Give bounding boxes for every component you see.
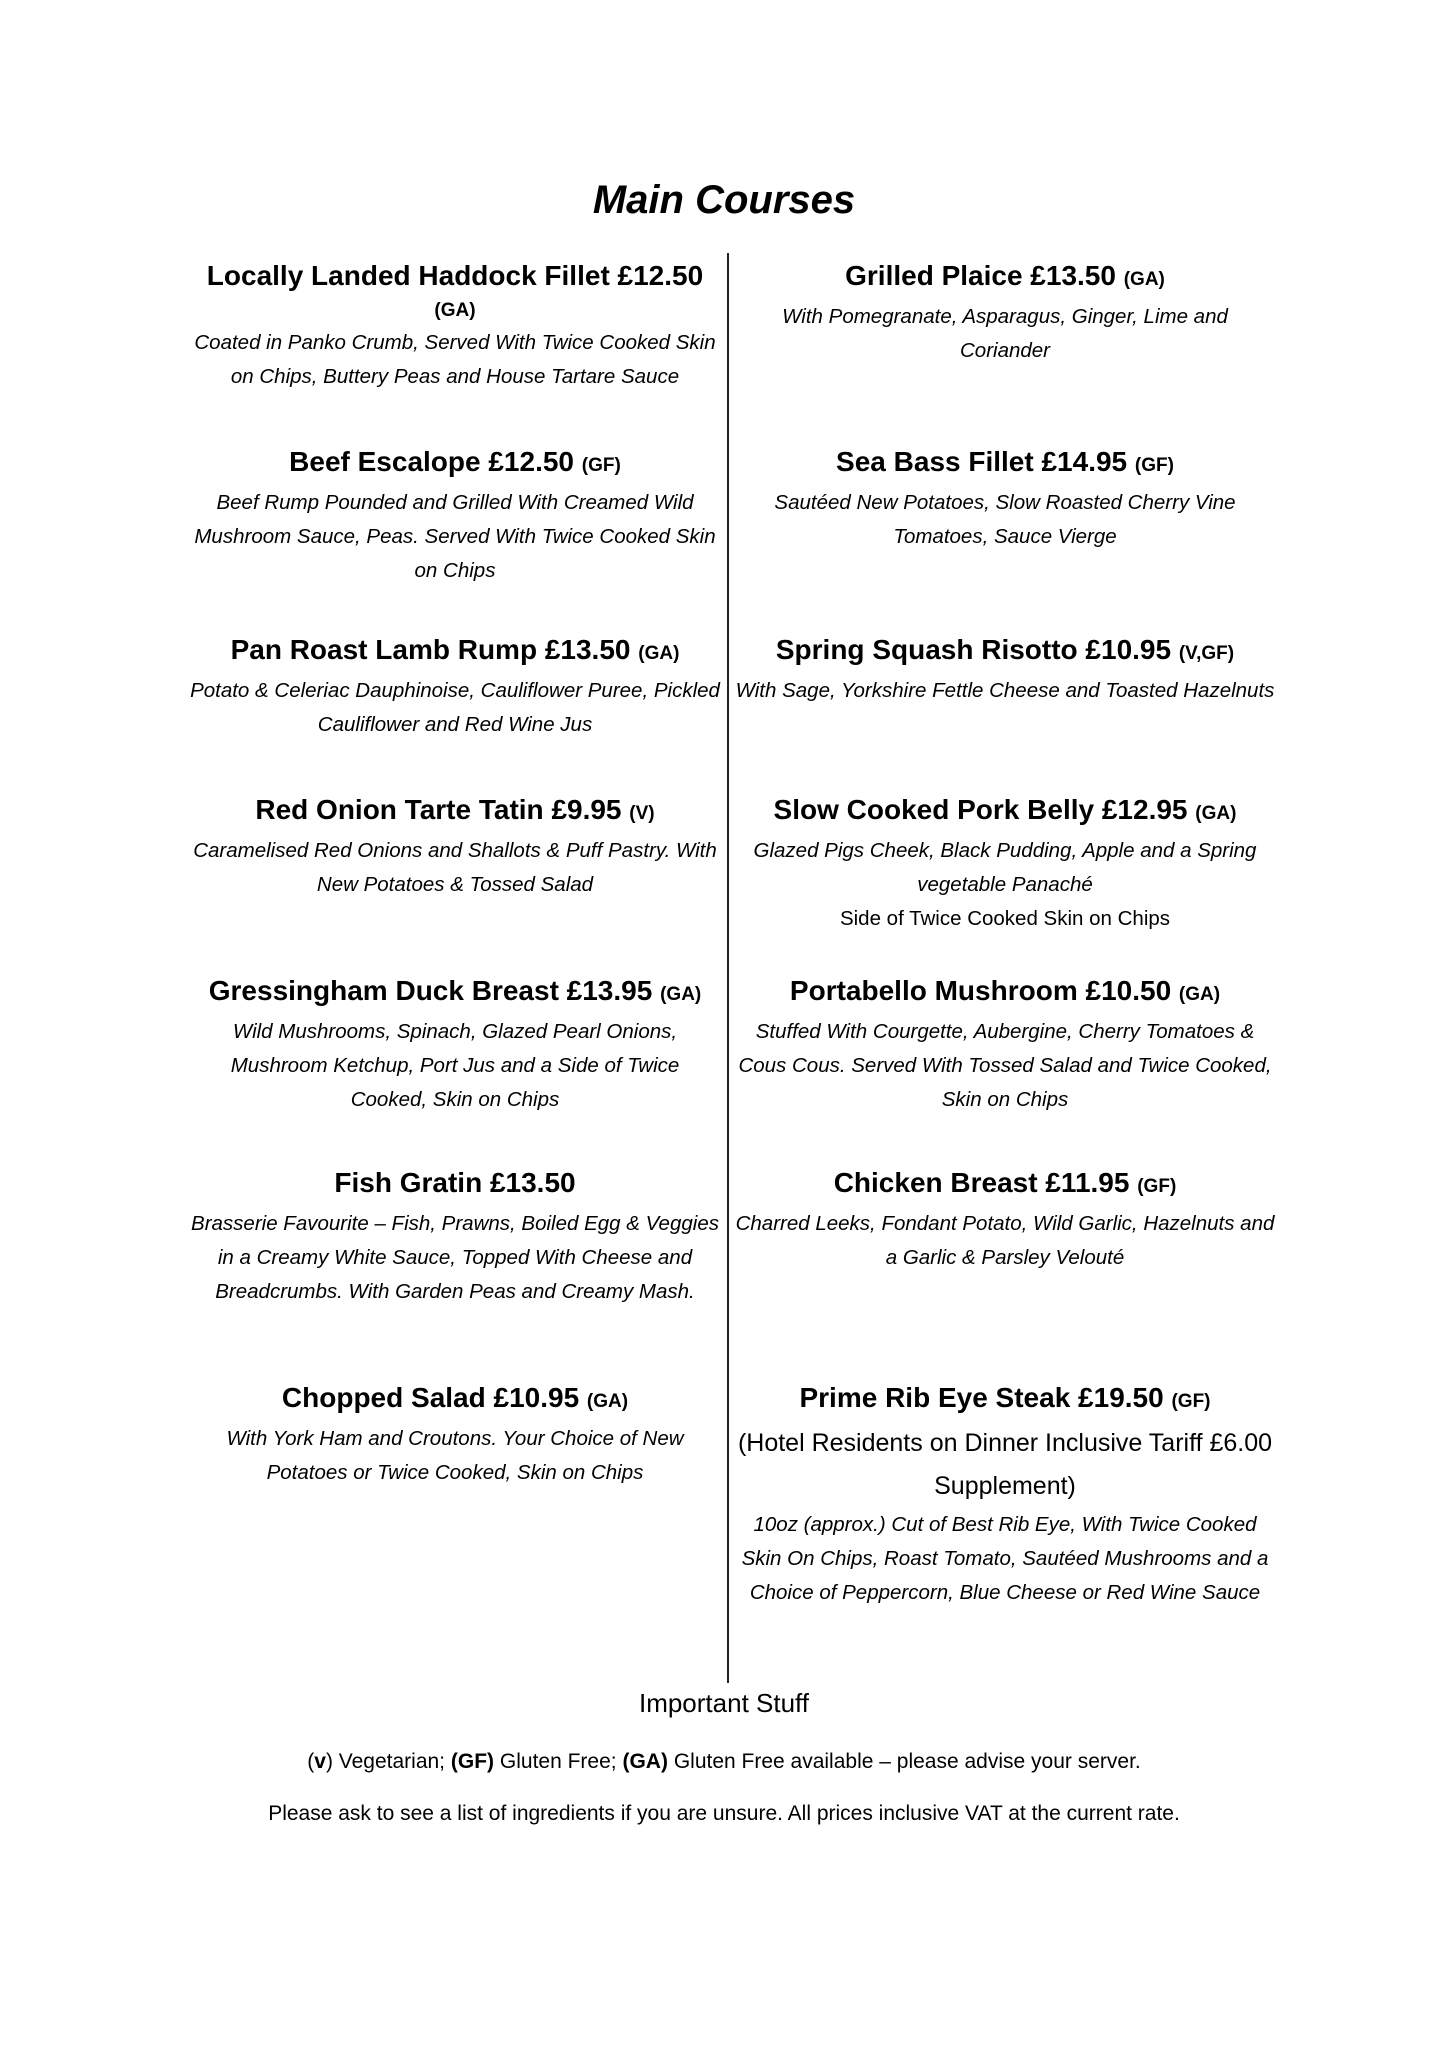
menu-item [735,442,1275,554]
dish-name: Pan Roast Lamb Rump £13.50 (GA) [230,634,680,665]
dietary-tag: (GA) [638,643,680,664]
dietary-tag: (GA) [1195,803,1237,824]
dish-name: Red Onion Tarte Tatin £9.95 (V) [255,794,655,825]
dish-name: Chopped Salad £10.95 (GA) [281,1382,629,1413]
menu-item [190,1378,720,1490]
column-divider [727,253,729,1683]
dish-name: Sea Bass Fillet £14.95 (GF) [836,446,1174,477]
menu-item [190,790,720,902]
dish-name: Locally Landed Haddock Fillet £12.50 [206,260,704,291]
dietary-tag: (GF) [1134,455,1174,476]
menu-item [190,1163,720,1309]
dietary-tag: (GA) [434,300,476,321]
dish-description: 10oz (approx.) Cut of Best Rib Eye, With Twice Cooked Skin On Chips, Roast Tomato, Sautéed Mushrooms and a Choice of Peppercorn, Blue Cheese or Red Wine Sauce [741,1513,1269,1604]
legend-code-v: v [314,1750,326,1773]
dish-description: Beef Rump Pounded and Grilled With Creamed Wild Mushroom Sauce, Peas. Served With Twice Cooked Skin on Chips [194,491,716,582]
dietary-tag: (V,GF) [1178,643,1235,664]
dietary-tag: (GA) [1178,984,1221,1005]
legend-text-ga: Gluten Free available – please advise your server. [673,1750,1141,1773]
dish-description: Coated in Panko Crumb, Served With Twice Cooked Skin on Chips, Buttery Peas and House Tartare Sauce [194,331,716,388]
dish-description: With York Ham and Croutons. Your Choice of New Potatoes or Twice Cooked, Skin on Chips [226,1427,684,1484]
dish-description: Stuffed With Courgette, Aubergine, Cherry Tomatoes & Cous Cous. Served With Tossed Salad and Twice Cooked, Skin on Chips [738,1020,1272,1111]
dish-name: Gressingham Duck Breast £13.95 (GA) [208,975,702,1006]
page-title: Main Courses [592,178,856,222]
dish-description: Brasserie Favourite – Fish, Prawns, Boiled Egg & Veggies in a Creamy White Sauce, Topped With Cheese and Breadcrumbs. With Garden Peas and Creamy Mash. [191,1212,719,1303]
menu-item [190,971,720,1117]
menu-item [735,971,1275,1117]
dietary-tag: (GF) [581,455,621,476]
dish-description: With Sage, Yorkshire Fettle Cheese and Toasted Hazelnuts [735,679,1275,702]
legend-text-gf: Gluten Free; [499,1750,617,1773]
menu-item [190,256,720,394]
dish-description: Glazed Pigs Cheek, Black Pudding, Apple and a Spring vegetable Panaché [753,839,1257,896]
menu-item [190,442,720,588]
legend-code-gf: GF [457,1750,488,1773]
menu-item [735,790,1275,936]
dish-name: Beef Escalope £12.50 (GF) [289,446,621,477]
dietary-tag: (GF) [1137,1176,1177,1197]
dish-description: Charred Leeks, Fondant Potato, Wild Garlic, Hazelnuts and a Garlic & Parsley Velouté [735,1212,1275,1269]
dish-description: Caramelised Red Onions and Shallots & Puff Pastry. With New Potatoes & Tossed Salad [193,839,717,896]
dish-name: Chicken Breast £11.95 (GF) [833,1167,1177,1198]
legend-text-v: Vegetarian; [338,1750,446,1773]
menu-item [190,630,720,742]
resident-supplement-note: (Hotel Residents on Dinner Inclusive Tariff £6.00 Supplement) [737,1429,1273,1500]
dietary-tag: (GA) [586,1391,629,1412]
legend-code-ga: GA [629,1750,661,1773]
menu-item [735,256,1275,368]
menu-item [735,1163,1275,1275]
dietary-tag: (GA) [660,984,702,1005]
dish-side-note: Side of Twice Cooked Skin on Chips [839,907,1171,930]
dish-name: Grilled Plaice £13.50 (GA) [845,260,1165,291]
dietary-tag: (V) [629,803,655,824]
dish-name: Prime Rib Eye Steak £19.50 (GF) [799,1382,1211,1413]
ingredients-vat-note: Please ask to see a list of ingredients if you are unsure. All prices inclusive VAT at the current rate. [268,1802,1180,1825]
menu-item [735,630,1275,708]
dish-description: Sautéed New Potatoes, Slow Roasted Cherry Vine Tomatoes, Sauce Vierge [774,491,1236,548]
menu-item [735,1378,1275,1610]
dish-description: With Pomegranate, Asparagus, Ginger, Lime and Coriander [782,305,1228,362]
important-stuff-heading: Important Stuff [638,1688,810,1718]
dietary-tag: (GF) [1171,1391,1211,1412]
dish-name: Portabello Mushroom £10.50 (GA) [789,975,1221,1006]
dish-name: Fish Gratin £13.50 [334,1167,576,1198]
dish-description: Potato & Celeriac Dauphinoise, Cauliflower Puree, Pickled Cauliflower and Red Wine Jus [190,679,720,736]
dish-name: Slow Cooked Pork Belly £12.95 (GA) [773,794,1237,825]
dietary-tag: (GA) [1123,269,1165,290]
dish-description: Wild Mushrooms, Spinach, Glazed Pearl Onions, Mushroom Ketchup, Port Jus and a Side of Twice Cooked, Skin on Chips [230,1020,680,1111]
dish-name: Spring Squash Risotto £10.95 (V,GF) [775,634,1235,665]
dietary-legend: (v) Vegetarian; (GF) Gluten Free; (GA) Gluten Free available – please advise your server. [307,1750,1141,1773]
